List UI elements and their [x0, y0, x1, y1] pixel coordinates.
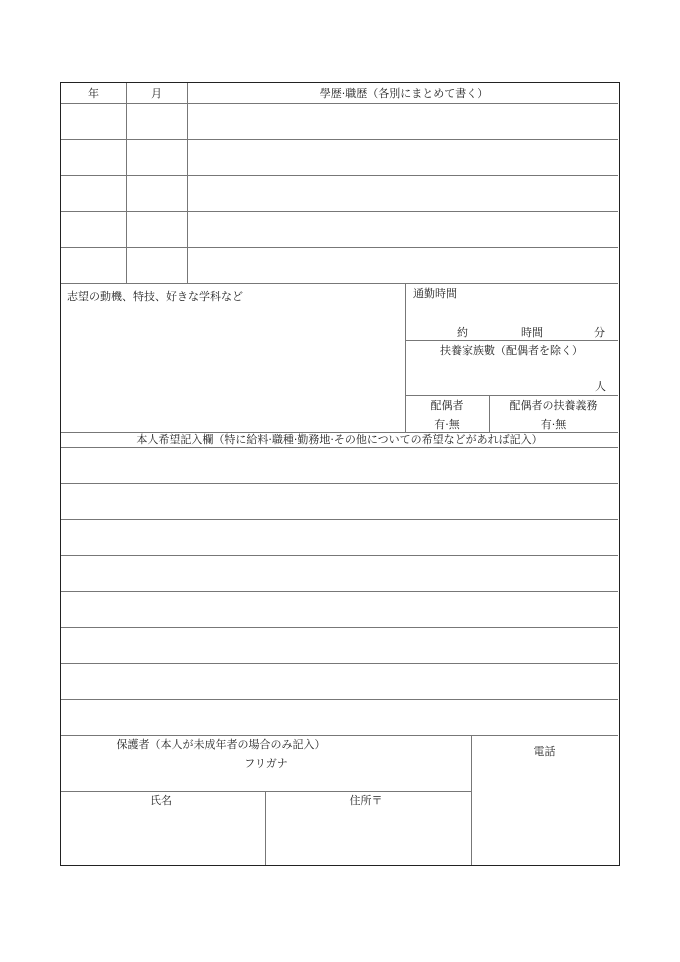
- history-row-line: [61, 139, 618, 140]
- guardian-name-label: 氏名: [150, 794, 172, 807]
- history-header-year: 年: [88, 87, 99, 100]
- history-row-line: [61, 175, 618, 176]
- history-header-line: [61, 103, 618, 104]
- commute-bottom-line: [405, 340, 618, 341]
- guardian-furigana-line: [61, 791, 471, 792]
- dependents-unit: 人: [595, 380, 606, 393]
- requests-row-line: [61, 591, 618, 592]
- requests-row-line: [61, 699, 618, 700]
- requests-header-line: [61, 447, 618, 448]
- requests-bottom-line: [61, 735, 618, 736]
- history-row-line: [61, 247, 618, 248]
- guardian-phone-label: 電話: [533, 745, 556, 758]
- history-divider-year: [126, 83, 127, 283]
- requests-row-line: [61, 519, 618, 520]
- commute-approx: 約: [457, 326, 468, 339]
- history-bottom-line: [61, 283, 618, 284]
- guardian-name-divider: [265, 791, 266, 865]
- requests-row-line: [61, 627, 618, 628]
- history-row-line: [61, 211, 618, 212]
- spouse-label: 配偶者: [430, 399, 464, 412]
- history-header-content: 學歴·職歴（各別にまとめて書く）: [319, 87, 489, 100]
- guardian-label: 保護者（本人が未成年者の場合のみ記入）: [116, 738, 326, 751]
- resume-form-page: [60, 82, 620, 866]
- requests-row-line: [61, 483, 618, 484]
- commute-label: 通勤時間: [413, 287, 457, 300]
- dependents-bottom-line: [405, 395, 618, 396]
- guardian-furigana-label: フリガナ: [244, 757, 288, 770]
- motivation-label: 志望の動機、特技、好きな学科など: [67, 290, 243, 303]
- history-divider-month: [187, 83, 188, 283]
- commute-minutes-unit: 分: [594, 326, 605, 339]
- spouse-value: 有·無: [434, 418, 460, 431]
- requests-row-line: [61, 663, 618, 664]
- history-header-month: 月: [151, 87, 162, 100]
- spouse-support-label: 配偶者の扶養義務: [509, 399, 598, 412]
- requests-row-line: [61, 555, 618, 556]
- requests-label: 本人希望記入欄（特に給料·職種·勤務地·その他についての希望などがあれば記入）: [136, 433, 543, 446]
- commute-hours-unit: 時間: [521, 326, 543, 339]
- dependents-label: 扶養家族數（配偶者を除く）: [440, 344, 583, 357]
- spouse-support-value: 有·無: [540, 418, 567, 431]
- guardian-address-label: 住所〒: [349, 794, 383, 807]
